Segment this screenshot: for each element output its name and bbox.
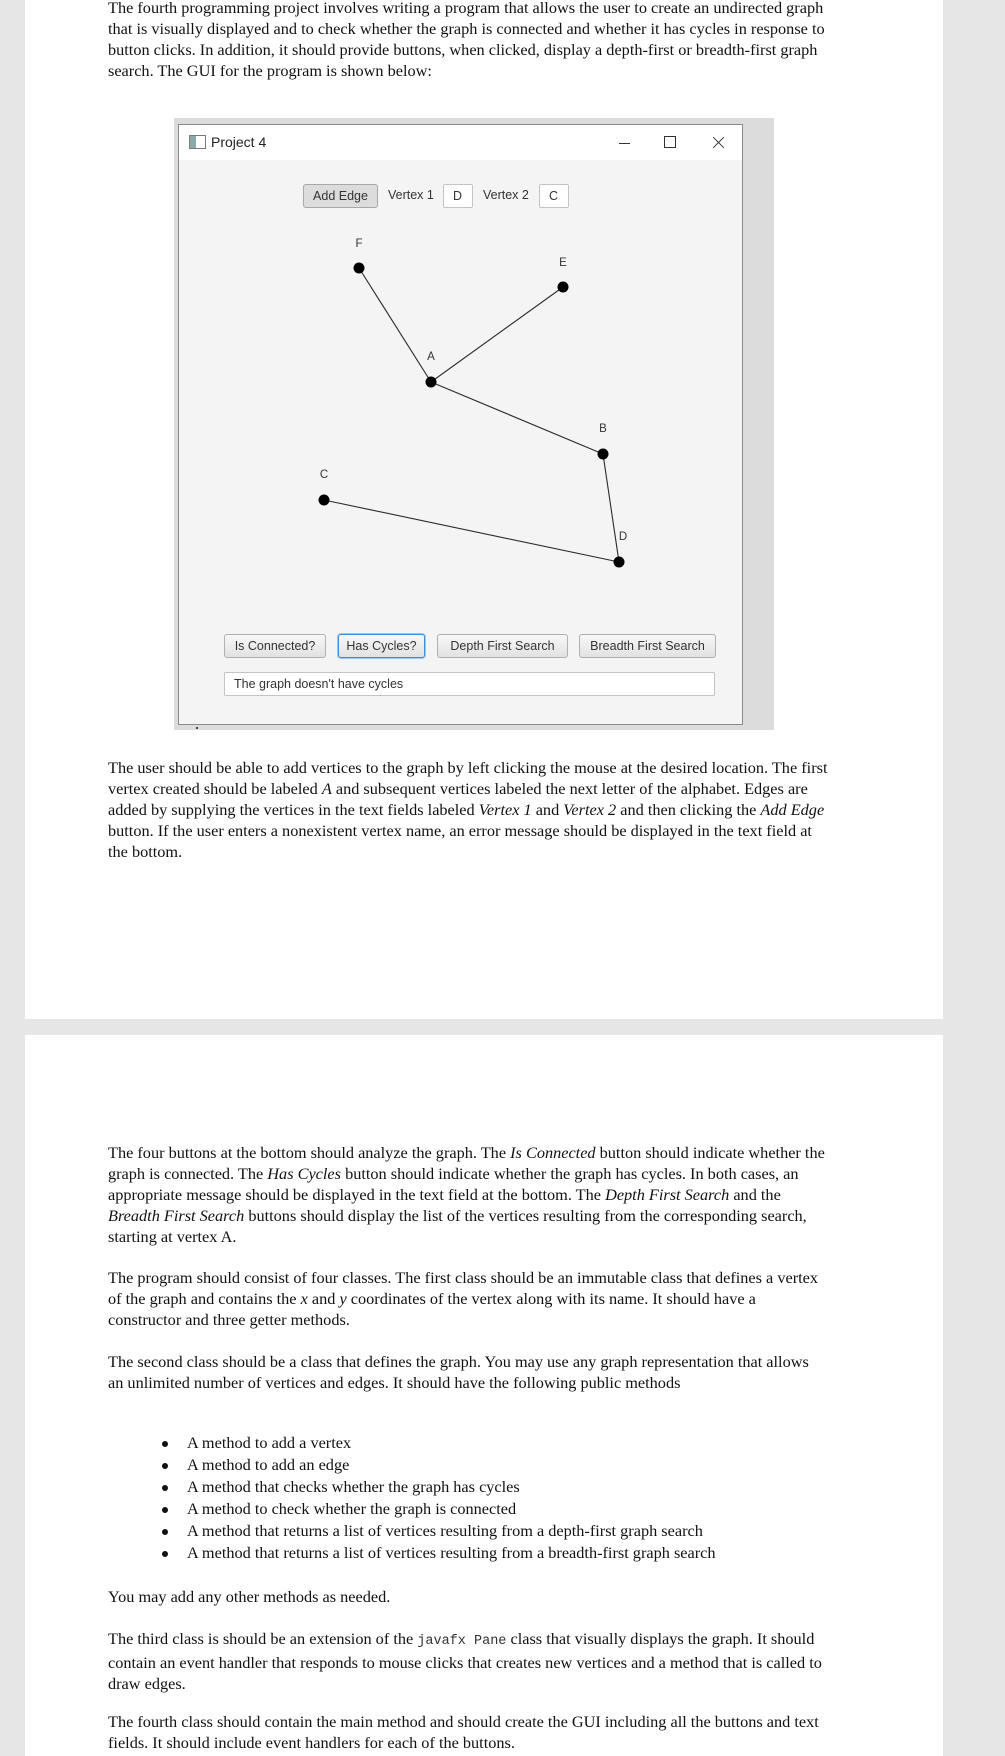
text-run: buttons should display the list of the vertices resulting from the corresponding search, starting at vertex A.	[108, 1206, 807, 1246]
vertex-label-E: E	[559, 257, 567, 269]
output-text-field[interactable]: The graph doesn't have cycles	[224, 672, 715, 696]
list-item: A method to check whether the graph is connected	[162, 1498, 802, 1520]
vertex-label-D: D	[618, 531, 628, 543]
third-class-paragraph	[108, 1628, 828, 1694]
second-class-paragraph: The second class should be a class that defines the graph. You may use any graph representation that allows an unlimited number of vertices and edges. It should have the following public methods	[108, 1352, 809, 1392]
vertex1-label: Vertex 1	[388, 188, 434, 202]
emphasis: Vertex 1	[478, 800, 532, 819]
graph-vertex-D[interactable]	[614, 557, 625, 568]
list-item: A method that returns a list of vertices resulting from a breadth-first graph search	[162, 1542, 802, 1564]
add-edge-button[interactable]: Add Edge	[303, 184, 378, 208]
text-run: and	[531, 800, 564, 819]
graph-edges	[324, 268, 619, 562]
code-snippet: javafx Pane	[417, 1634, 507, 1649]
list-item: A method to add an edge	[162, 1454, 802, 1476]
text-run: button. If the user enters a nonexistent vertex name, an error message should be displayed in the text field at the bottom.	[108, 821, 812, 861]
breadth-first-search-button[interactable]: Breadth First Search	[579, 634, 716, 658]
depth-first-search-button[interactable]: Depth First Search	[437, 634, 568, 658]
graph-canvas[interactable]	[179, 125, 742, 645]
text-run: The four buttons at the bottom should analyze the graph. The	[108, 1143, 511, 1162]
list-item: A method to add a vertex	[162, 1432, 802, 1454]
has-cycles-button[interactable]: Has Cycles?	[338, 634, 425, 658]
graph-edge-A-B	[431, 382, 603, 454]
text-run: button should indicate whether the graph has cycles. In both cases, an appropriate message should be displayed in the text field at the bottom. The	[108, 1164, 799, 1204]
graph-vertex-A[interactable]	[426, 377, 437, 388]
graph-edge-E-A	[431, 287, 563, 382]
app-window	[178, 124, 743, 725]
graph-vertex-C[interactable]	[319, 495, 330, 506]
buttons-paragraph	[108, 1142, 828, 1247]
vertex-label-F: F	[355, 238, 363, 250]
is-connected-button[interactable]: Is Connected?	[224, 634, 326, 658]
vertex2-field[interactable]: C	[539, 184, 569, 208]
vertex2-label: Vertex 2	[483, 188, 529, 202]
graph-vertex-B[interactable]	[598, 449, 609, 460]
fourth-class-paragraph: The fourth class should contain the main method and should create the GUI including all the buttons and text fields. It should include event handlers for each of the buttons.	[108, 1712, 819, 1752]
text-run: and subsequent vertices labeled the next letter of the alphabet. Edges are added by supplying the vertices in the text fields labeled	[108, 779, 808, 819]
vertex-label-A: A	[427, 351, 435, 363]
graph-vertex-F[interactable]	[354, 263, 365, 274]
graph-vertex-E[interactable]	[558, 282, 569, 293]
text-run: button should indicate whether the graph is connected. The	[108, 1143, 825, 1183]
emphasis: Is Connected	[510, 1143, 596, 1162]
emphasis: Vertex 2	[563, 800, 617, 819]
stray-dot	[196, 727, 198, 729]
user-instructions-paragraph	[108, 757, 828, 862]
vertex-label-B: B	[599, 423, 607, 435]
emphasis: Has Cycles	[267, 1164, 341, 1183]
emphasis: A	[321, 779, 332, 798]
vertex-label-C: C	[319, 469, 329, 481]
graph-edge-F-A	[359, 268, 431, 382]
graph-edge-C-D	[324, 500, 619, 562]
list-item: A method that checks whether the graph has cycles	[162, 1476, 802, 1498]
text-run: class that visually displays the graph. It should contain an event handler that responds to mouse clicks that creates new vertices and a method that is called to draw edges.	[108, 1629, 822, 1693]
intro-paragraph: The fourth programming project involves writing a program that allows the user to create an undirected graph that is visually displayed and to check whether the graph is connected and whether it has cycles in response to button clicks. In addition, it should provide buttons, when clicked, display a depth-first or breadth-first graph search. The GUI for the program is shown below:	[108, 0, 825, 80]
emphasis: y	[339, 1289, 347, 1308]
window-title: Project 4	[211, 134, 267, 150]
text-run: and the	[729, 1185, 781, 1204]
emphasis: Depth First Search	[605, 1185, 730, 1204]
other-methods-paragraph: You may add any other methods as needed.	[108, 1587, 391, 1606]
methods-list	[162, 1432, 802, 1564]
emphasis: Breadth First Search	[108, 1206, 245, 1225]
text-run: The third class is should be an extension of the	[108, 1629, 418, 1648]
emphasis: x	[300, 1289, 308, 1308]
text-run: and	[307, 1289, 340, 1308]
classes-paragraph	[108, 1267, 828, 1330]
list-item: A method that returns a list of vertices resulting from a depth-first graph search	[162, 1520, 802, 1542]
text-run: The user should be able to add vertices to the graph by left clicking the mouse at the desired location. The first vertex created should be labeled	[108, 758, 828, 798]
text-run: and then clicking the	[616, 800, 761, 819]
graph-vertices	[319, 238, 628, 568]
text-run: The program should consist of four classes. The first class should be an immutable class that defines a vertex of the graph and contains the	[108, 1268, 819, 1308]
text-run: coordinates of the vertex along with its name. It should have a constructor and three getter methods.	[108, 1289, 756, 1329]
vertex1-field[interactable]: D	[443, 184, 473, 208]
graph-edge-B-D	[603, 454, 619, 562]
emphasis: Add Edge	[760, 800, 825, 819]
